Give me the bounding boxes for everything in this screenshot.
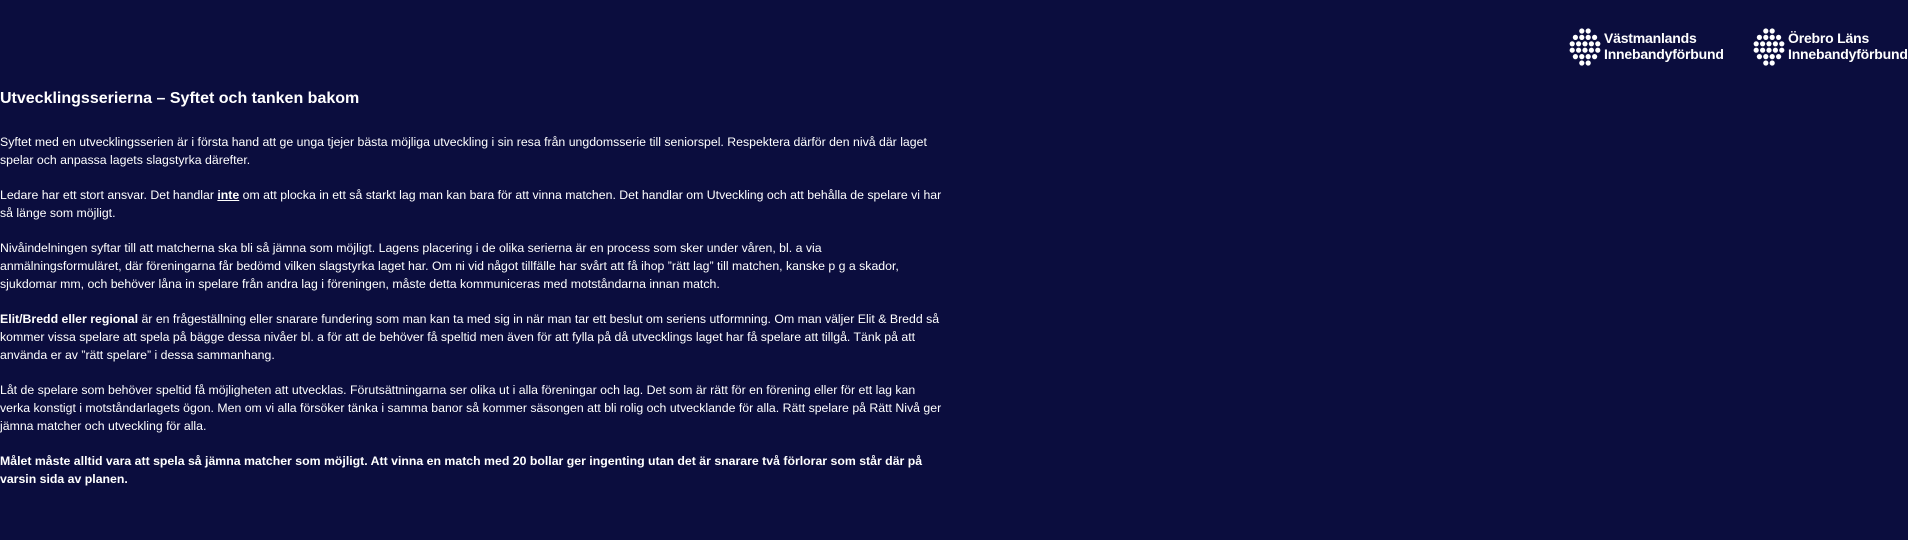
page-title: Utvecklingsserierna – Syftet och tanken bakom — [0, 90, 360, 107]
logo-dot — [1754, 48, 1759, 53]
logo-dot — [1763, 60, 1768, 65]
logo-dot — [1586, 60, 1591, 65]
logo-dot — [1757, 35, 1762, 40]
logo-dot — [1582, 41, 1587, 46]
logo-line-1: Västmanlands — [1604, 30, 1697, 46]
logo-dot — [1770, 35, 1775, 40]
logo-line-2: Innebandyförbund — [1788, 46, 1908, 62]
logo-dot — [1770, 28, 1775, 33]
logo-dot — [1586, 28, 1591, 33]
logo-dot — [1582, 48, 1587, 53]
vastmanlands-logo-text — [1604, 30, 1724, 62]
logo-dot — [1773, 48, 1778, 53]
logo-dot — [1589, 41, 1594, 46]
logo-dot — [1763, 54, 1768, 59]
paragraph-playing-time: Låt de spelare som behöver speltid få möjligheten att utvecklas. Förutsättningarna ser olika ut i alla föreningar och lag. Det som är rätt för en förening eller för ett lag kan verka konstigt i motståndarlagets ögon. Men om vi alla försöker tänka i samma banor så kommer säsongen att bli rolig och utvecklande för alla. Rätt spelare på Rätt Nivå ger jämna matcher och utveckling för alla. — [0, 383, 942, 433]
logo-dot — [1579, 60, 1584, 65]
logo-dot — [1573, 54, 1578, 59]
logo-dot — [1763, 35, 1768, 40]
logo-dot — [1579, 54, 1584, 59]
logo-dot — [1766, 48, 1771, 53]
logo-dot — [1760, 41, 1765, 46]
paragraph-elit-bredd — [0, 310, 945, 364]
goal-text: Målet måste alltid vara att spela så jämna matcher som möjligt. Att vinna en match med 20 bollar ger ingenting utan det är snarare två förlorar som står där på varsin sida av planen. — [0, 454, 923, 486]
logo-dot — [1776, 35, 1781, 40]
orebro-logo-text — [1788, 30, 1908, 62]
logo-dot — [1595, 48, 1600, 53]
logo-line-1: Örebro Läns — [1788, 30, 1870, 46]
logo-dot — [1773, 41, 1778, 46]
logo-dot — [1570, 41, 1575, 46]
logo-dot — [1754, 41, 1759, 46]
logo-dot — [1592, 35, 1597, 40]
logo-dot — [1766, 41, 1771, 46]
logo-dot — [1776, 54, 1781, 59]
logo-dot — [1586, 54, 1591, 59]
logo-dot — [1579, 28, 1584, 33]
leaders-text-start: Ledare har ett stort ansvar. Det handlar — [0, 188, 218, 202]
paragraph-purpose: Syftet med en utvecklingsserien är i första hand att ge unga tjejer bästa möjliga utveckling i sin resa från ungdomsserie till seniorspel. Respektera därför den nivå där laget spelar och anpassa lagets slagstyrka därefter. — [0, 135, 927, 167]
logo-dot — [1595, 41, 1600, 46]
elit-bredd-heading: Elit/Bredd eller regional — [0, 312, 139, 326]
logo-dot — [1779, 48, 1784, 53]
logo-dot — [1576, 41, 1581, 46]
logo-dot — [1757, 54, 1762, 59]
logo-dot — [1570, 48, 1575, 53]
logo-dot — [1770, 54, 1775, 59]
ball-icon — [1570, 26, 1600, 68]
logo-dot — [1576, 48, 1581, 53]
logo-dot — [1779, 41, 1784, 46]
paragraph-leaders — [0, 186, 945, 222]
logo-dot — [1586, 35, 1591, 40]
paragraph-goal — [0, 452, 945, 488]
leaders-text-end: om att plocka in ett så starkt lag man kan bara för att vinna matchen. Det handlar om Utveckling och att behålla de spelare vi har så länge som möjligt. — [0, 188, 942, 220]
emphasis-inte: inte — [217, 188, 240, 202]
logo-dot — [1573, 35, 1578, 40]
logo-dot — [1760, 48, 1765, 53]
paragraph-levels: Nivåindelningen syftar till att matcherna ska bli så jämna som möjligt. Lagens placering i de olika serierna är en process som sker under våren, bl. a via anmälningsformuläret, där föreningarna får bedömd vilken slagstyrka laget har. Om ni vid något tillfälle har svårt att få ihop ”rätt lag” till matchen, kanske p g a skador, sjukdomar mm, och behöver låna in spelare från andra lag i föreningen, måste detta kommuniceras med motståndarna innan match. — [0, 241, 899, 291]
logo-dot — [1579, 35, 1584, 40]
logo-dot — [1589, 48, 1594, 53]
elit-bredd-text: är en frågeställning eller snarare fundering som man kan ta med sig in när man tar ett beslut om seriens utformning. Om man väljer Elit & Bredd så kommer vissa spelare att spela på bägge dessa nivåer bl. a för att de behöver få speltid men även för att fylla på då utvecklings laget har få spelare att tillgå. Tänk på att använda er av ”rätt spelare” i dessa sammanhang. — [0, 312, 940, 362]
ball-icon — [1754, 26, 1784, 68]
logo-line-2: Innebandyförbund — [1604, 46, 1724, 62]
logo-dot — [1770, 60, 1775, 65]
logo-dot — [1592, 54, 1597, 59]
body-text — [0, 133, 945, 505]
logo-dot — [1763, 28, 1768, 33]
